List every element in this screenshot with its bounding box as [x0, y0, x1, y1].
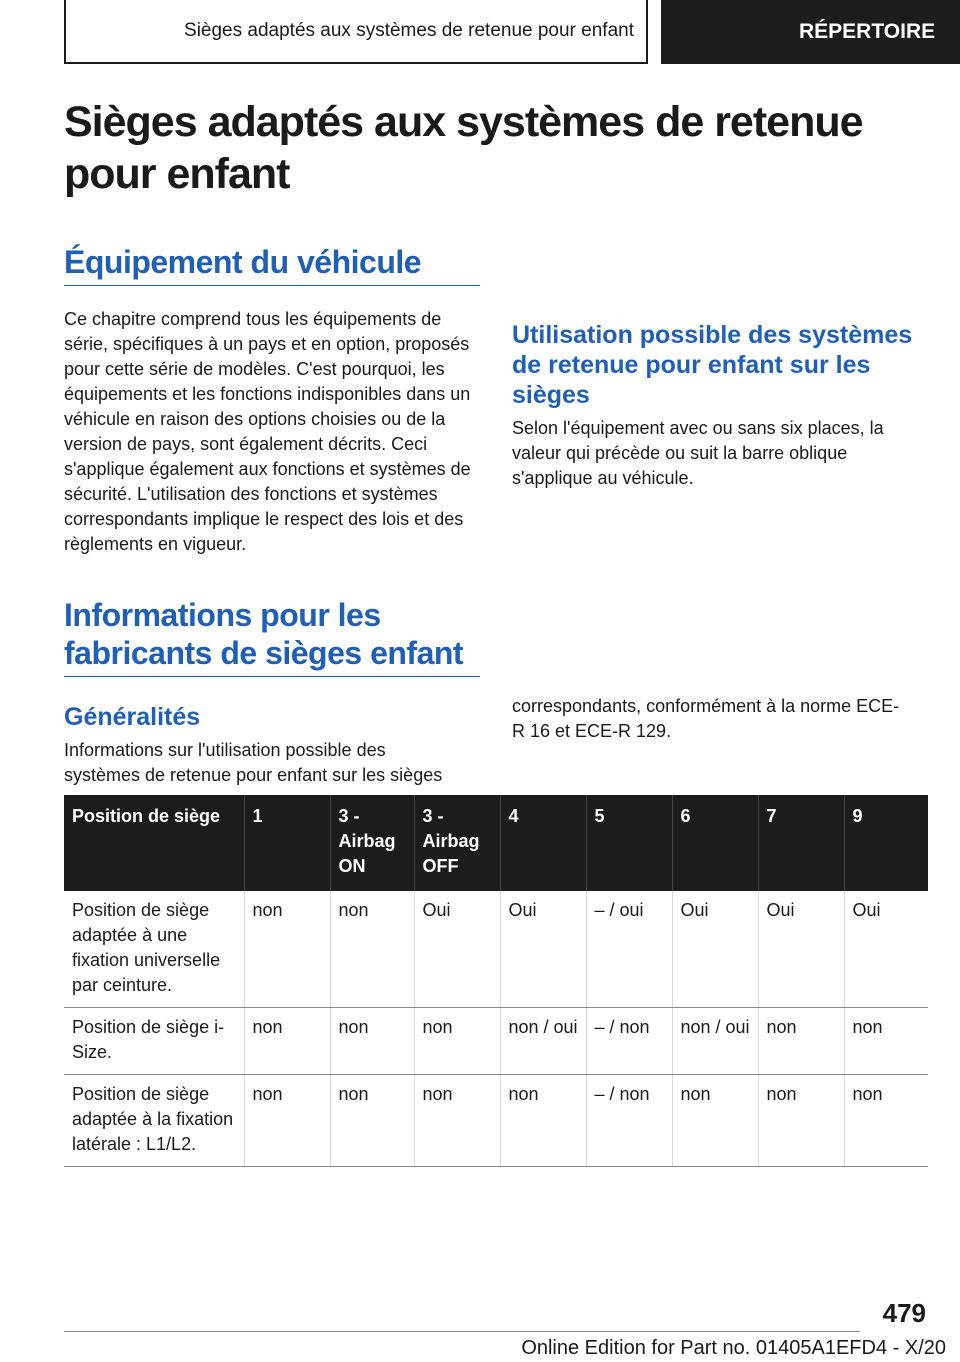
table-cell: non	[244, 891, 330, 1008]
table-cell: – / oui	[586, 891, 672, 1008]
equipment-text: Ce chapitre comprend tous les équipements de série, spécifiques à un pays et en option, proposés pour cette série de modèles. C'est pourquoi, les équipements et les fonctions indisponibles dans un véhicule en raison des options choisies ou de la version de pays, sont également décrits. Ceci s'applique également aux fonctions et systèmes de sécurité. L'utilisation des fonctions et systèmes correspondants implique le respect des lois et des règlements en vigueur.	[64, 309, 471, 554]
generalites-heading: Généralités	[64, 703, 201, 731]
table-cell: Oui	[414, 891, 500, 1008]
page-number: 479	[882, 1298, 926, 1328]
seat-position-table	[64, 795, 928, 1167]
table-cell: Position de siège i-Size.	[64, 1008, 244, 1075]
usage-heading: Utilisation possible des systèmes de retenue pour enfant sur les sièges	[512, 321, 913, 409]
table-cell: non	[414, 1075, 500, 1167]
footer-rule	[64, 1331, 860, 1332]
table-cell: Oui	[844, 891, 928, 1008]
usage-text: Selon l'équipement avec ou sans six places, la valeur qui précède ou suit la barre oblique s'applique au véhicule.	[512, 418, 884, 488]
equipment-heading-rule	[64, 285, 480, 286]
manufacturers-text-continued-inner: correspondants, conformément à la norme ECE-R 16 et ECE-R 129.	[512, 696, 900, 741]
table-header-row	[64, 795, 928, 891]
repertoire-tab[interactable]	[661, 0, 960, 64]
table-cell: – / non	[586, 1075, 672, 1167]
header-cell: 4	[500, 795, 586, 891]
table-cell: non / oui	[672, 1008, 758, 1075]
header-cell: 7	[758, 795, 844, 891]
header-cell: 5	[586, 795, 672, 891]
equipment-heading: Équipement du véhicule	[64, 244, 422, 280]
manufacturers-heading: Informations pour les fabricants de sièges enfant	[64, 597, 464, 671]
footer-edition-text: Online Edition for Part no. 01405A1EFD4 - X/20	[521, 1337, 946, 1359]
header-cell: 9	[844, 795, 928, 891]
table-cell: non	[844, 1075, 928, 1167]
table-cell: Position de siège adaptée à la fixation latérale : L1/L2.	[64, 1075, 244, 1167]
running-header	[64, 0, 648, 64]
table-cell: Oui	[758, 891, 844, 1008]
table-cell: non	[672, 1075, 758, 1167]
table-cell: non	[758, 1008, 844, 1075]
table-cell: Oui	[500, 891, 586, 1008]
table-row	[64, 1075, 928, 1167]
table-cell: non	[330, 1075, 414, 1167]
header-cell: 1	[244, 795, 330, 891]
table-cell: Position de siège adaptée à une fixation universelle par ceinture.	[64, 891, 244, 1008]
header-cell: 6	[672, 795, 758, 891]
repertoire-tab-label: RÉPERTOIRE	[799, 20, 936, 43]
running-header-title: Sièges adaptés aux systèmes de retenue pour enfant	[184, 20, 634, 41]
table-cell: Oui	[672, 891, 758, 1008]
page-title: Sièges adaptés aux systèmes de retenue pour enfant	[64, 98, 863, 198]
table-row	[64, 891, 928, 1008]
table-cell: non	[758, 1075, 844, 1167]
table-cell: non	[330, 891, 414, 1008]
manufacturers-text-continued	[512, 694, 912, 794]
header-cell: 3 - Airbag OFF	[414, 795, 500, 891]
table-cell: non	[500, 1075, 586, 1167]
table-cell: non	[414, 1008, 500, 1075]
table-cell: non	[244, 1008, 330, 1075]
header-cell: 3 - Airbag ON	[330, 795, 414, 891]
table-row	[64, 1008, 928, 1075]
manufacturers-heading-rule	[64, 676, 480, 677]
manufacturers-text: Informations sur l'utilisation possible des systèmes de retenue pour enfant sur les sièges	[64, 740, 443, 785]
table-cell: non / oui	[500, 1008, 586, 1075]
table-cell: – / non	[586, 1008, 672, 1075]
header-cell: Position de siège	[64, 795, 244, 891]
table-cell: non	[330, 1008, 414, 1075]
table-cell: non	[244, 1075, 330, 1167]
table-cell: non	[844, 1008, 928, 1075]
